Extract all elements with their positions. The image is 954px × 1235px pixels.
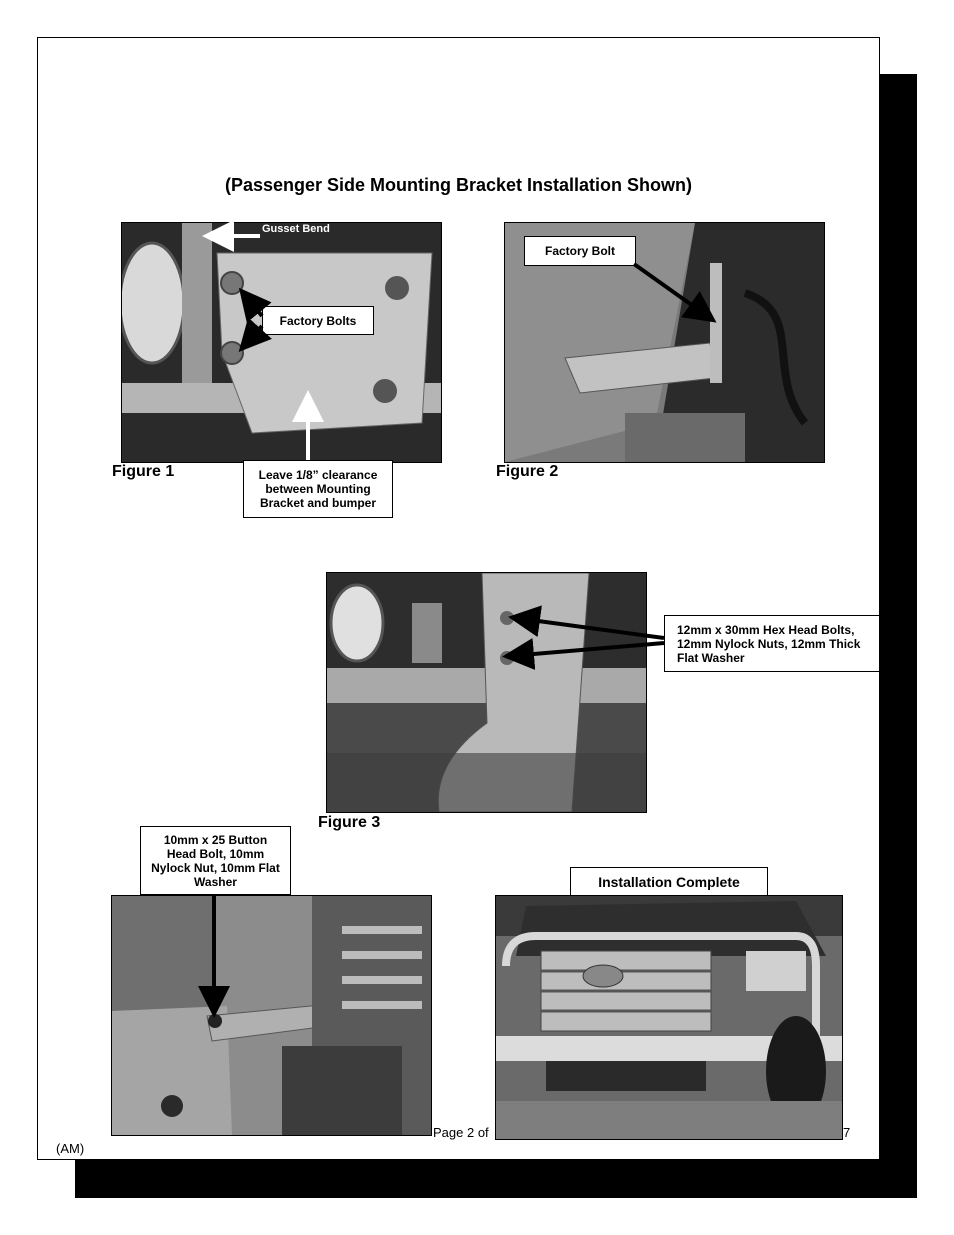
document-code: (AM) — [56, 1141, 85, 1156]
figure-1-photo — [121, 222, 442, 463]
installation-complete-caption: Installation Complete — [570, 867, 768, 896]
figure-3-label: Figure 3 — [318, 814, 381, 831]
factory-bolts-callout: Factory Bolts — [262, 306, 374, 335]
figure-3-illustration — [327, 573, 646, 812]
figure-4-photo — [111, 895, 432, 1136]
gusset-bend-label: Gusset Bend — [262, 223, 330, 235]
figure-1-label: Figure 1 — [112, 463, 175, 480]
figure-2-label: Figure 2 — [496, 463, 559, 480]
page-total: 7 — [843, 1125, 851, 1140]
figure-4-illustration — [112, 896, 431, 1135]
figure-1-illustration — [122, 223, 441, 462]
figure-3-photo — [326, 572, 647, 813]
button-head-bolt-callout: 10mm x 25 Button Head Bolt, 10mm Nylock Nut, 10mm Flat Washer — [140, 826, 291, 895]
section-heading: (Passenger Side Mounting Bracket Installation Shown) — [224, 175, 693, 195]
clearance-callout: Leave 1/8” clearance between Mounting Bracket and bumper — [243, 460, 393, 518]
page-shadow-bottom — [75, 1160, 917, 1198]
figure-5-illustration — [496, 896, 842, 1139]
figure-5-photo — [495, 895, 843, 1140]
hex-bolts-callout: 12mm x 30mm Hex Head Bolts, 12mm Nylock Nuts, 12mm Thick Flat Washer — [664, 615, 880, 672]
factory-bolt-callout: Factory Bolt — [524, 236, 636, 266]
page-number: Page 2 of — [433, 1125, 489, 1140]
page-shadow-right — [880, 74, 917, 1198]
